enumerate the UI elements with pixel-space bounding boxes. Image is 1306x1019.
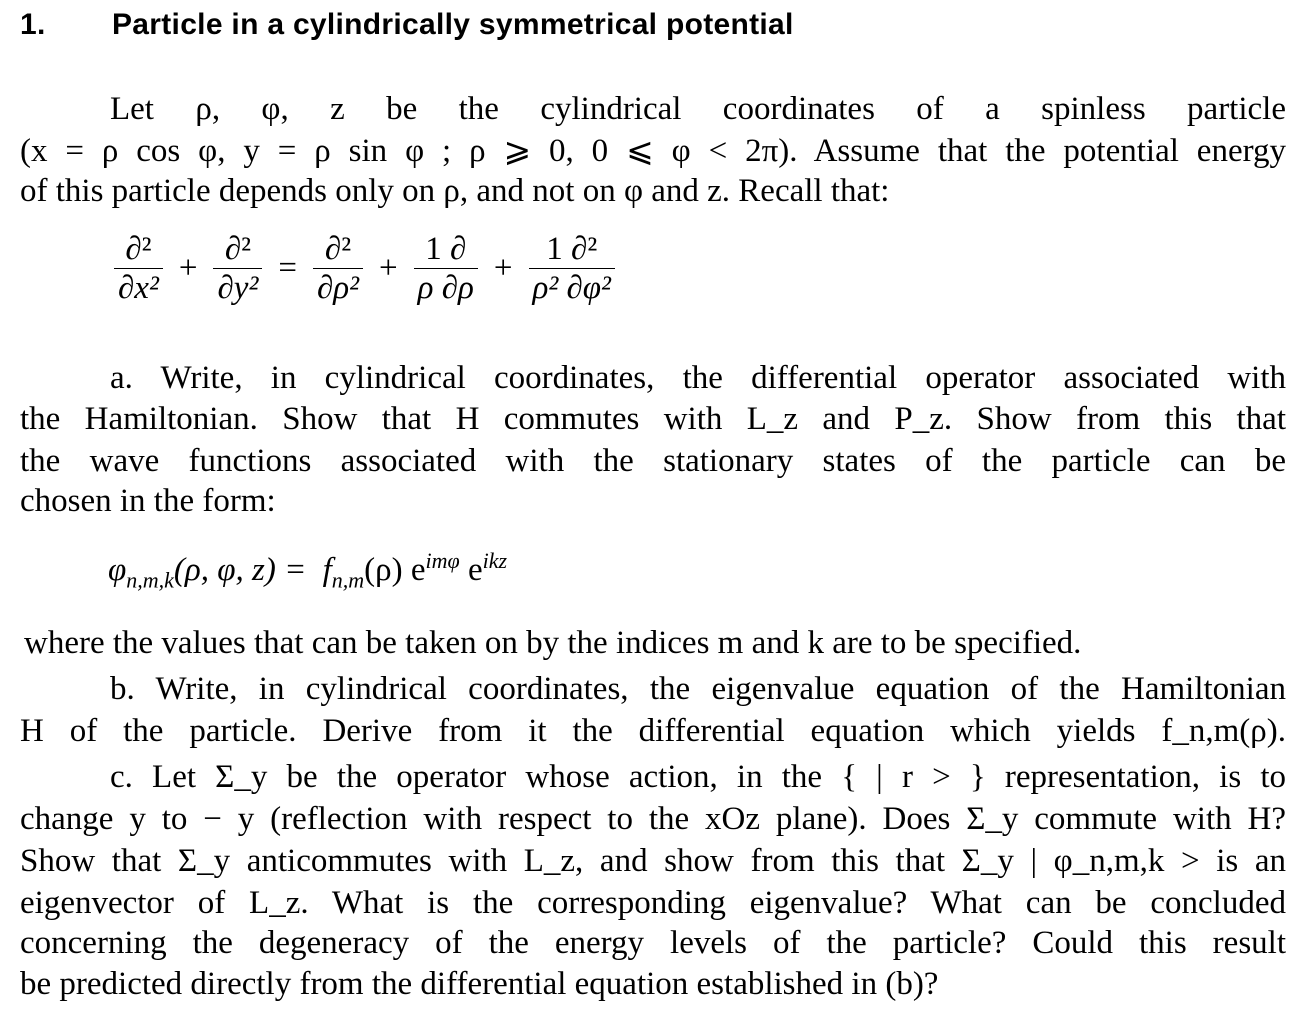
intro-line-1: Let ρ, φ, z be the cylindrical coordinates of a spinless particle bbox=[110, 91, 1286, 127]
fraction-d2-dy2: $\frac{\text{∂²}}{\text{∂y²}}$ bbox=[213, 230, 262, 307]
part-b-line-1: b. Write, in cylindrical coordinates, the eigenvalue equation of the Hamiltonian bbox=[110, 671, 1286, 707]
part-c-line-2: change y to − y (reflection with respect to the xOz plane). Does Σ_y commute with H? bbox=[20, 801, 1286, 837]
part-a-line-1: a. Write, in cylindrical coordinates, the differential operator associated with bbox=[110, 360, 1286, 396]
part-a-line-4: chosen in the form: bbox=[20, 483, 276, 519]
laplacian-identity: $\frac{\text{∂²}}{\text{∂x²}}$ + $\frac{\text{∂²}}{\text{∂y²}}$ = $\frac{\text{∂²}}{\text{∂ρ²}}$ + $\frac{1 \partial}{\rho \partial\rho}$ + $\frac{\text{1 ∂²}}{\text{ρ² ∂φ²}}$ bbox=[108, 230, 621, 307]
fraction-d2-dx2: $\frac{\text{∂²}}{\text{∂x²}}$ bbox=[114, 230, 163, 307]
intro-line-3: of this particle depends only on ρ, and not on φ and z. Recall that: bbox=[20, 173, 890, 209]
part-b-line-2: H of the particle. Derive from it the differential equation which yields f_n,m(ρ). bbox=[20, 713, 1286, 749]
intro-line-2: (x = ρ cos φ, y = ρ sin φ ; ρ ⩾ 0, 0 ⩽ φ < 2π). Assume that the potential energy bbox=[20, 133, 1286, 169]
part-c-line-1: c. Let Σ_y be the operator whose action, in the { | r > } representation, is to bbox=[110, 759, 1286, 795]
part-a-line-3: the wave functions associated with the stationary states of the particle can be bbox=[20, 443, 1286, 479]
part-c-line-3: Show that Σ_y anticommutes with L_z, and show from this that Σ_y | φ_n,m,k > is an bbox=[20, 843, 1286, 879]
part-a-line-2: the Hamiltonian. Show that H commutes with L_z and P_z. Show from this that bbox=[20, 401, 1286, 437]
fraction-1-over-rho-d-drho: $\frac{1 \partial}{\rho \partial\rho}$ bbox=[414, 230, 478, 307]
exercise-title: Particle in a cylindrically symmetrical potential bbox=[112, 8, 794, 41]
fraction-d2-drho2: $\frac{\text{∂²}}{\text{∂ρ²}}$ bbox=[313, 230, 363, 307]
indices-line: where the values that can be taken on by the indices m and k are to be specified. bbox=[24, 625, 1082, 661]
part-c-line-4: eigenvector of L_z. What is the corresponding eigenvalue? What can be concluded bbox=[20, 885, 1286, 921]
part-c-line-6: be predicted directly from the differential equation established in (b)? bbox=[20, 966, 939, 1002]
exercise-number: 1. bbox=[20, 8, 46, 41]
part-c-line-5: concerning the degeneracy of the energy levels of the particle? Could this result bbox=[20, 925, 1286, 961]
wavefunction-equation: $\varphi_{n,m,k}(\rho$, φ, $z) = f_{n,m}(\rho)$ $e^{im\varphi}$ $e^{ikz}$ bbox=[108, 548, 508, 593]
fraction-1-over-rho2-d2-dphi2: $\frac{\text{1 ∂²}}{\text{ρ² ∂φ²}}$ bbox=[529, 230, 615, 307]
